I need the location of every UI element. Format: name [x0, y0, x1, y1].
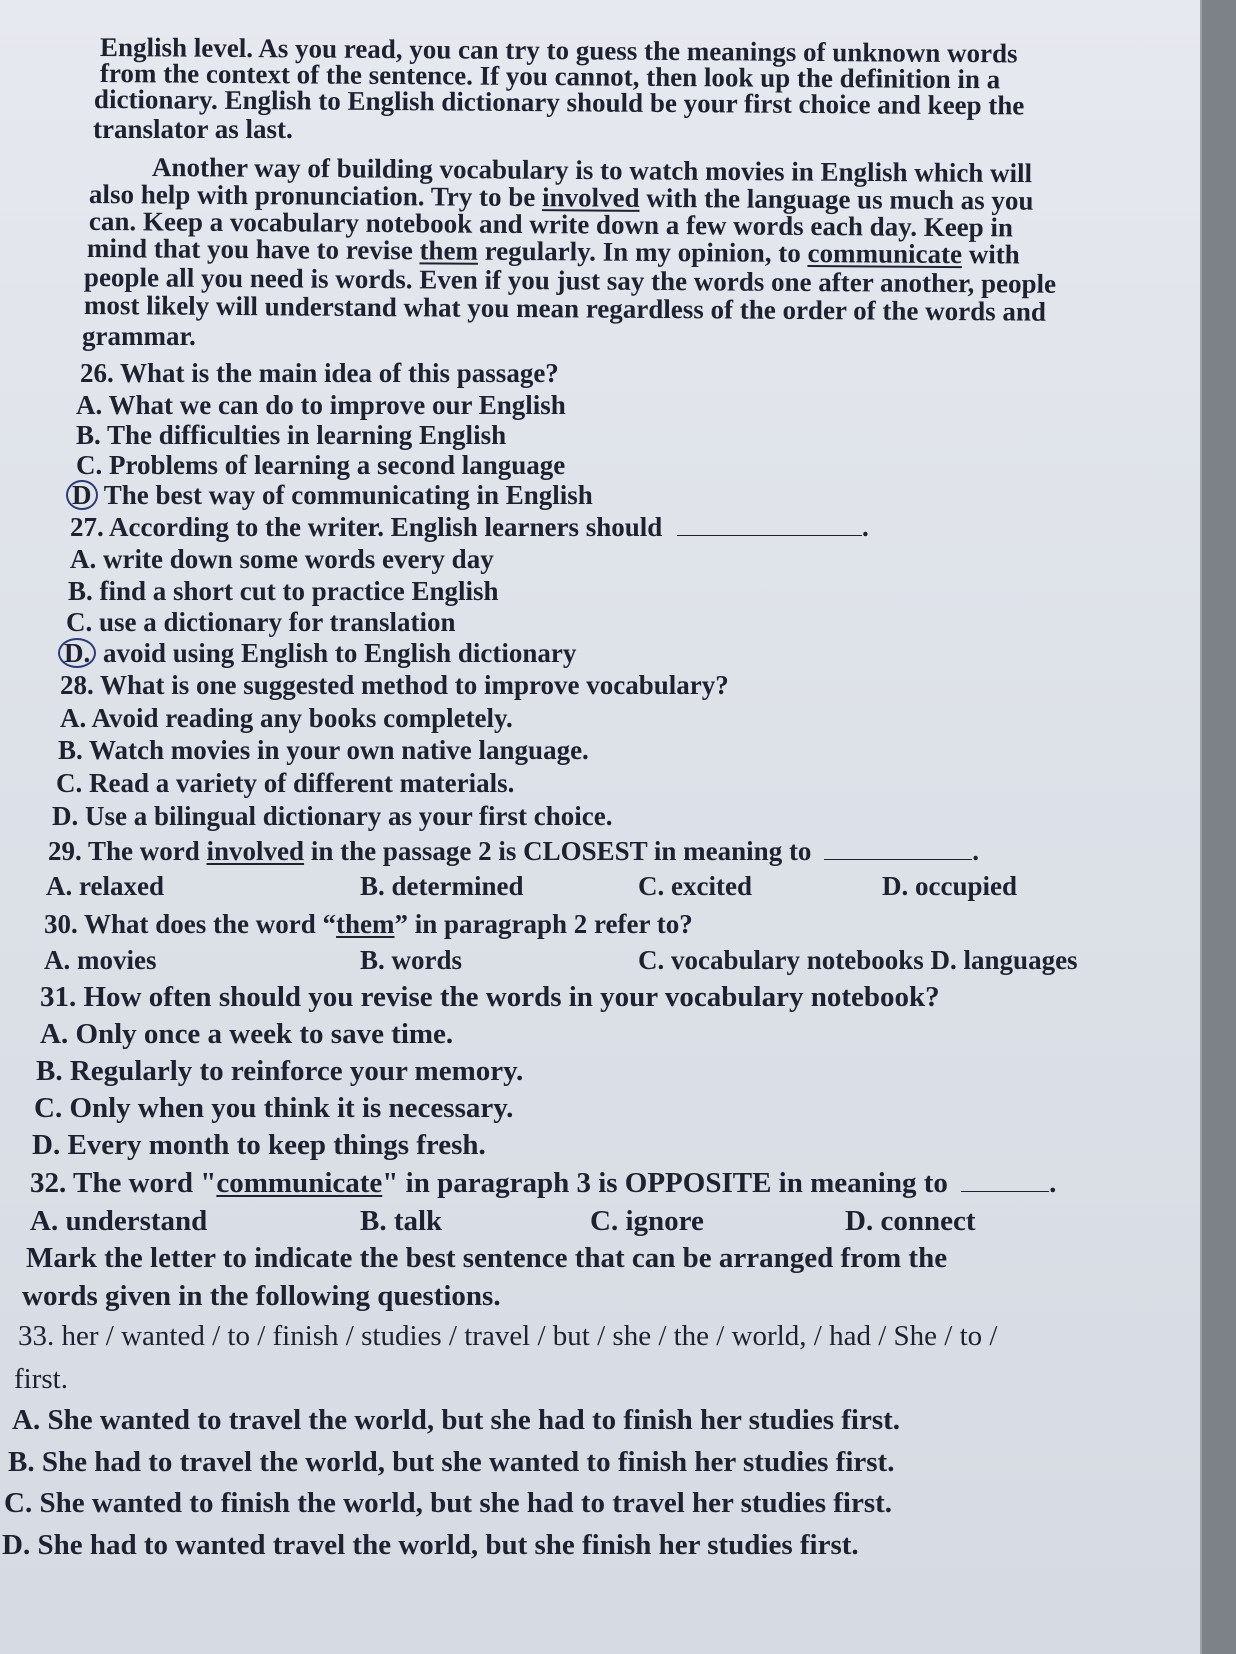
q27-option-a: A. write down some words every day: [70, 544, 494, 574]
question-33-stem: 33. her / wanted / to / finish / studies / travel / but / she / the / world, / had / She / to /: [18, 1320, 998, 1352]
passage-text: mind that you have to revise: [86, 233, 413, 266]
q30-stem-text: 30. What does the word “: [44, 909, 337, 939]
q32-option-a: A. understand: [30, 1205, 208, 1237]
q27-option-c: C. use a dictionary for translation: [66, 607, 456, 637]
q31-option-c: C. Only when you think it is necessary.: [34, 1092, 514, 1124]
q29-stem-period: .: [972, 836, 979, 866]
passage-keyword-them: them: [419, 235, 479, 266]
q29-keyword: involved: [206, 836, 305, 866]
q32-option-b: B. talk: [360, 1205, 443, 1237]
q28-option-d: D. Use a bilingual dictionary as your first choice.: [52, 801, 613, 831]
question-28-stem: 28. What is one suggested method to improve vocabulary?: [60, 670, 729, 700]
q32-option-c: C. ignore: [590, 1205, 704, 1237]
question-27-stem: [70, 512, 869, 542]
q30-stem-text: ” in paragraph 2 refer to?: [394, 909, 693, 939]
q29-option-a: A. relaxed: [46, 871, 164, 901]
q27-option-d-text: avoid using English to English dictionary: [103, 638, 577, 668]
passage-line: dictionary. English to English dictionary should be your first choice and keep the: [93, 84, 1025, 121]
q30-option-c-d: C. vocabulary notebooks D. languages: [638, 945, 1078, 975]
q30-keyword: them: [336, 909, 395, 939]
passage-line: people all you need is words. Even if you just say the words one after another, people: [83, 262, 1057, 299]
q27-stem-period: .: [862, 512, 869, 542]
q31-option-d: D. Every month to keep things fresh.: [32, 1129, 486, 1161]
passage-line: most likely will understand what you mean regardless of the order of the words and: [83, 290, 1047, 327]
q33-option-d: D. She had to wanted travel the world, but she finish her studies first.: [2, 1529, 859, 1561]
passage-line: can. Keep a vocabulary notebook and write down a few words each day. Keep in: [88, 206, 1014, 243]
section-instruction: Mark the letter to indicate the best sentence that can be arranged from the: [26, 1242, 948, 1274]
q27-stem-text: 27. According to the writer. English learners should: [70, 512, 663, 542]
q29-option-b: B. determined: [360, 871, 524, 901]
q33-option-c: C. She wanted to finish the world, but she had to travel her studies first.: [4, 1487, 893, 1519]
q26-option-d-text: The best way of communicating in English: [103, 480, 593, 510]
question-31-stem: 31. How often should you revise the words in your vocabulary notebook?: [40, 981, 940, 1013]
q29-option-d: D. occupied: [882, 871, 1017, 901]
q26-option-c: C. Problems of learning a second language: [76, 450, 566, 480]
section-instruction: words given in the following questions.: [22, 1280, 501, 1312]
q28-option-b: B. Watch movies in your own native language.: [58, 735, 589, 765]
q26-option-b: B. The difficulties in learning English: [76, 420, 507, 450]
q27-option-d: [64, 638, 576, 668]
q32-keyword: communicate: [216, 1167, 383, 1199]
passage-line: grammar.: [82, 321, 196, 351]
q32-stem-period: .: [1049, 1167, 1057, 1199]
q26-option-a: A. What we can do to improve our English: [76, 390, 566, 420]
answer-circle-mark: D.: [58, 638, 96, 668]
passage-line: English level. As you read, you can try to guess the meanings of unknown words: [99, 32, 1018, 69]
answer-blank: [961, 1169, 1049, 1192]
passage-keyword-involved: involved: [541, 182, 640, 213]
q31-option-b: B. Regularly to reinforce your memory.: [36, 1055, 524, 1087]
q28-option-c: C. Read a variety of different materials.: [56, 768, 515, 798]
q27-option-b: B. find a short cut to practice English: [68, 576, 499, 606]
passage-keyword-communicate: communicate: [807, 238, 963, 270]
q29-option-c: C. excited: [638, 871, 752, 901]
question-32-stem: [30, 1166, 1056, 1200]
question-30-stem: [44, 909, 693, 939]
passage-line: translator as last.: [93, 114, 293, 144]
passage-text: with the language us much as you: [646, 182, 1034, 216]
q31-option-a: A. Only once a week to save time.: [40, 1018, 454, 1050]
question-33-stem: first.: [14, 1363, 68, 1395]
passage-text: with: [968, 239, 1020, 270]
question-29-stem: [48, 836, 979, 866]
q32-option-d: D. connect: [845, 1205, 976, 1237]
answer-blank: [824, 837, 972, 860]
passage-text: regularly. In my opinion, to: [484, 235, 801, 268]
q28-option-a: A. Avoid reading any books completely.: [60, 703, 513, 733]
q33-option-a: A. She wanted to travel the world, but she had to finish her studies first.: [12, 1404, 901, 1436]
question-26-stem: 26. What is the main idea of this passage?: [80, 358, 559, 388]
q32-stem-text: 32. The word ": [30, 1167, 217, 1199]
q26-option-d: [72, 480, 593, 510]
answer-blank: [677, 513, 862, 536]
q33-option-b: B. She had to travel the world, but she wanted to finish her studies first.: [8, 1446, 895, 1478]
q29-stem-text: 29. The word: [48, 836, 200, 866]
passage-line: from the context of the sentence. If you cannot, then look up the definition in a: [99, 58, 1001, 95]
passage-line: Another way of building vocabulary is to watch movies in English which will: [151, 152, 1033, 189]
q30-option-a: A. movies: [44, 945, 157, 975]
passage-text: also help with pronunciation. Try to be: [88, 179, 536, 213]
q30-option-b: B. words: [360, 945, 463, 975]
q29-stem-text: in the passage 2 is CLOSEST in meaning to: [310, 836, 812, 866]
answer-circle-mark: D: [66, 480, 98, 510]
q32-stem-text: " in paragraph 3 is OPPOSITE in meaning to: [382, 1167, 948, 1199]
